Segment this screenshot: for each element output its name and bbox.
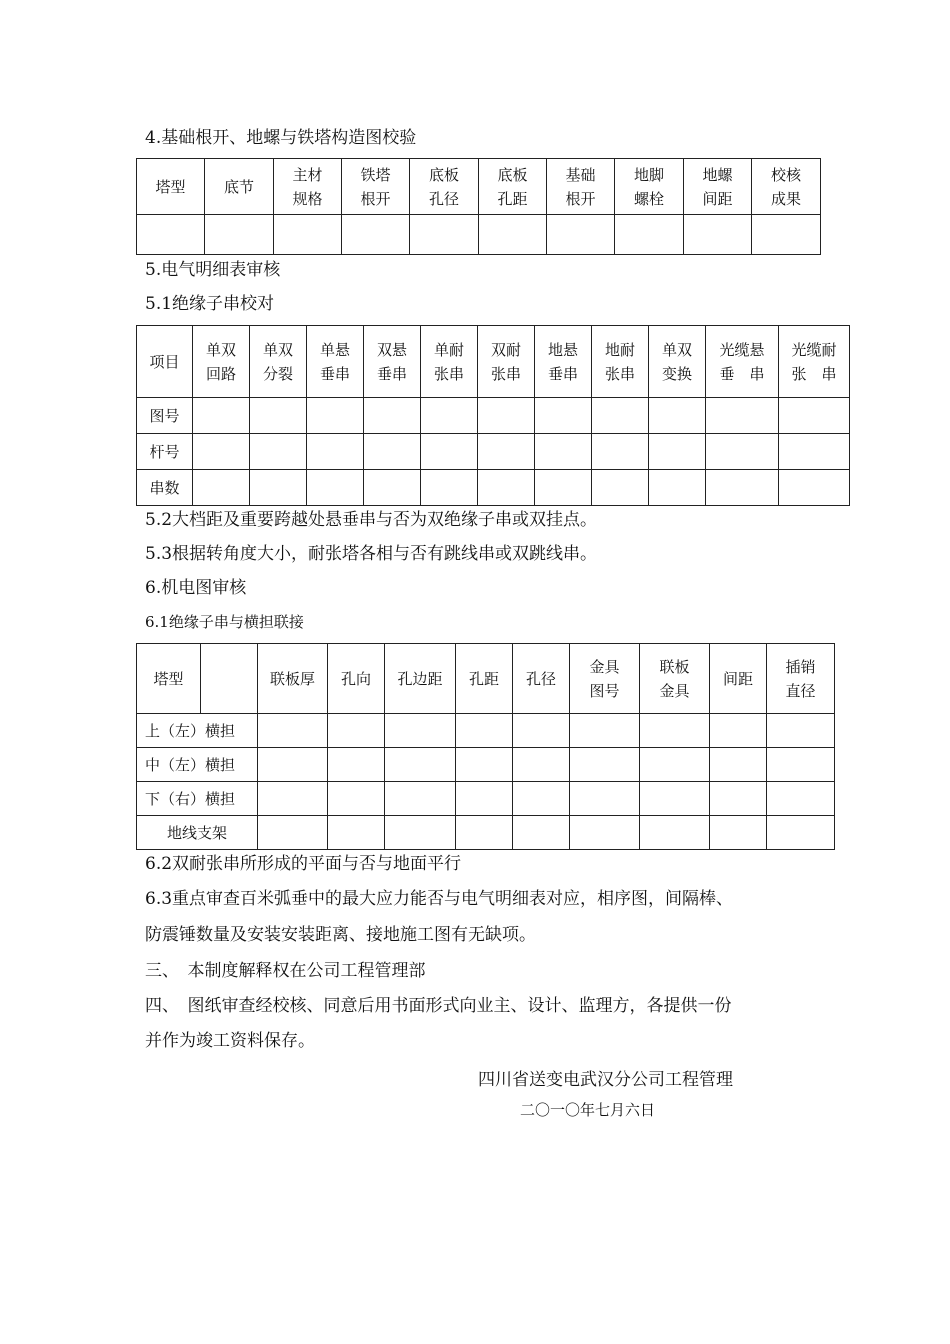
header-cell: 插销 直径 (767, 644, 835, 714)
section-5-title: 5.电气明细表审核 (145, 260, 281, 280)
signature-organization: 四川省送变电武汉分公司工程管理 (478, 1070, 733, 1090)
section-6-3-text-line2: 防震锤数量及安装安装距离、接地施工图有无缺项。 (145, 925, 536, 945)
header-cell: 光缆悬 垂 串 (706, 326, 779, 398)
row-label: 上（左）横担 (137, 714, 258, 748)
signature-date: 二〇一〇年七月六日 (520, 1101, 656, 1119)
row-label: 串数 (137, 470, 193, 506)
table-row (137, 398, 850, 434)
table-row (137, 470, 850, 506)
table-row (137, 748, 835, 782)
header-cell: 主材 规格 (274, 159, 342, 215)
header-cell: 双耐 张串 (478, 326, 535, 398)
header-cell: 塔型 (137, 159, 205, 215)
header-cell: 项目 (137, 326, 193, 398)
table-row (137, 782, 835, 816)
header-cell: 底板 孔距 (479, 159, 547, 215)
row-label: 杆号 (137, 434, 193, 470)
section-6-title: 6.机电图审核 (145, 578, 247, 598)
row-label: 下（右）横担 (137, 782, 258, 816)
foundation-check-table (136, 158, 821, 255)
table-header-row (137, 326, 850, 398)
table-row (137, 714, 835, 748)
header-cell: 单双 变换 (649, 326, 706, 398)
header-cell: 地螺 间距 (684, 159, 752, 215)
table-row (137, 215, 821, 255)
clause-4-text-line2: 并作为竣工资料保存。 (145, 1031, 315, 1051)
header-cell: 间距 (710, 644, 767, 714)
section-6-3-text-line1: 6.3重点审查百米弧垂中的最大应力能否与电气明细表对应，相序图，间隔棒、 (145, 889, 734, 909)
header-cell: 铁塔 根开 (342, 159, 410, 215)
header-cell: 底板 孔径 (410, 159, 479, 215)
header-cell: 孔边距 (385, 644, 456, 714)
section-5-1-title: 5.1绝缘子串校对 (145, 294, 275, 314)
header-cell: 校核 成果 (752, 159, 821, 215)
section-5-2-text: 5.2大档距及重要跨越处悬垂串与否为双绝缘子串或双挂点。 (145, 510, 598, 530)
row-label: 地线支架 (137, 816, 258, 850)
table-header-row (137, 644, 835, 714)
header-cell: 地耐 张串 (592, 326, 649, 398)
section-6-1-title: 6.1绝缘子串与横担联接 (145, 613, 304, 631)
header-cell: 孔距 (456, 644, 513, 714)
header-cell: 光缆耐 张 串 (779, 326, 850, 398)
header-cell: 单悬 垂串 (307, 326, 364, 398)
header-cell: 地悬 垂串 (535, 326, 592, 398)
header-cell: 底节 (205, 159, 274, 215)
header-cell: 塔型 (137, 644, 201, 714)
header-cell: 单双 分裂 (250, 326, 307, 398)
header-cell: 单双 回路 (193, 326, 250, 398)
table-header-row (137, 159, 821, 215)
header-cell: 单耐 张串 (421, 326, 478, 398)
header-cell: 金具 图号 (570, 644, 640, 714)
crossarm-connection-table (136, 643, 835, 850)
row-label: 中（左）横担 (137, 748, 258, 782)
clause-4-text-line1: 四、 图纸审查经校核、同意后用书面形式向业主、设计、监理方，各提供一份 (145, 996, 732, 1016)
header-cell: 孔向 (328, 644, 385, 714)
table-row (137, 816, 835, 850)
header-cell: 联板 金具 (640, 644, 710, 714)
table-row (137, 434, 850, 470)
section-4-title: 4.基础根开、地螺与铁塔构造图校验 (145, 128, 417, 148)
row-label: 图号 (137, 398, 193, 434)
header-cell: 联板厚 (258, 644, 328, 714)
header-cell: 基础 根开 (547, 159, 615, 215)
header-cell: 地脚 螺栓 (615, 159, 684, 215)
header-cell: 双悬 垂串 (364, 326, 421, 398)
section-6-2-text: 6.2双耐张串所形成的平面与否与地面平行 (145, 854, 462, 874)
header-cell (201, 644, 258, 714)
section-5-3-text: 5.3根据转角度大小，耐张塔各相与否有跳线串或双跳线串。 (145, 544, 598, 564)
clause-3-text: 三、 本制度解释权在公司工程管理部 (145, 961, 426, 981)
header-cell: 孔径 (513, 644, 570, 714)
insulator-string-table (136, 325, 850, 506)
